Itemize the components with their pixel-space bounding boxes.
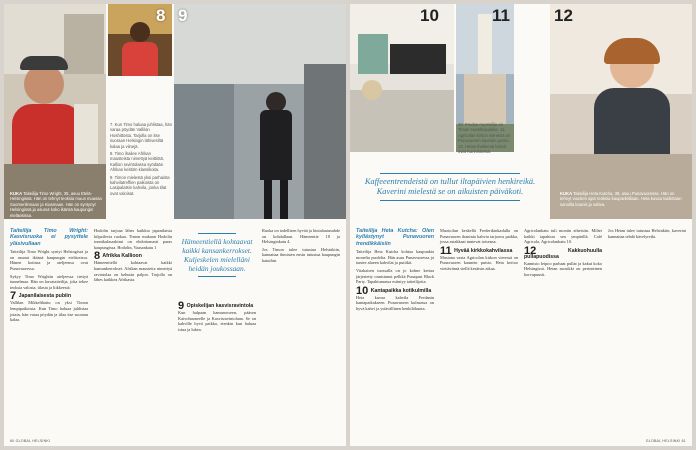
left-article-col2 xyxy=(94,228,172,285)
quote-rule-bottom xyxy=(198,276,236,277)
caption-kuka-detail: Hän on tehnyt teoksia muun muassa Suomenlinnaan ja Kiasmaan. Hän on syntynyt Helsingissä ja asunut koko ikänsä kaupungin eteläosissa. xyxy=(10,196,102,218)
caption-items-7-9 xyxy=(110,122,172,196)
left-article-col4-end: Jos Timon tulee tutustua Helsinkiin, kannattaa ihmisten ensin tutustua kaupungin katuihin. xyxy=(262,246,340,263)
right-page xyxy=(350,4,692,446)
subhead-7-text: Vallilan Mikkelihattu on yksi Timon lempipaikoista. Kun Timo haluaa juhlistaa jotain, hän varaa pöydän ja tilaa itse suoraan kalaa. xyxy=(10,300,88,323)
photo-number-10: 10 xyxy=(420,6,439,25)
restaurant-photo-8 xyxy=(108,4,172,76)
subhead-12-number: 12 xyxy=(524,244,537,257)
right-quote-rule-top xyxy=(380,173,520,174)
subhead-12-text: Kannisto leipoo parhaat pullat ja kakut koko Helsingissä. Hetan suosikki on perinteinen korvapuusti. xyxy=(524,260,602,277)
subhead-11 xyxy=(440,244,518,257)
photo-number-12: 12 xyxy=(554,6,573,25)
right-page-footer: GLOBAL HELSINKI 61 xyxy=(645,439,686,443)
subhead-9-text: Kun halpaan hamarooseen, pääsen Kaivohuoneelle ja Kasvisravintolaan. Se on kahville hyvä paikka, etenkin kun haluaa istua ja lukea. xyxy=(178,310,256,332)
caption-kuka-label: KUKA xyxy=(10,191,23,196)
right-article-col1 xyxy=(356,228,434,314)
subhead-8 xyxy=(94,250,172,263)
right-article-col3 xyxy=(524,228,602,280)
cafe-photo-10 xyxy=(350,4,454,152)
caption-item-8: 8. Timo ihailee Afrikan mausteista nimettyä keittiötä. Kallion ravintolassa syödään Afrikan keittiön klassikoita. xyxy=(110,151,164,173)
left-page xyxy=(4,4,346,446)
subhead-9 xyxy=(178,300,256,312)
subhead-9-title: Opiskelijan kasvisravintola xyxy=(186,303,254,309)
subhead-7-number: 7 xyxy=(10,290,17,303)
left-article-col4 xyxy=(262,228,340,266)
left-article-col1 xyxy=(10,228,88,325)
subhead-11-number: 11 xyxy=(440,244,452,257)
right-article-col2-text: Muotoilun keskellä Frederikinkadulla on Punavuoren ihaninta kahvia tarjoava paikka, jossa asiakkaat tuntevat toisensa. xyxy=(440,228,518,245)
subhead-7-title: Japanilaisesta pubiin xyxy=(18,293,72,300)
caption-kuka-timo xyxy=(10,191,102,218)
subhead-11-title: Hyvää kirkkokahvilassa xyxy=(454,247,513,254)
caption-kuka-heta-text: Taiteilija Heta Kutcha, 38, asuu Punavuoressa. xyxy=(573,191,660,196)
street-photo-9 xyxy=(174,4,346,219)
left-pull-quote-text: Hämeentiellä kohtaavat kaikki kansankerrokset. Kuljeskelen mielelläni heidän joukossaan. xyxy=(181,237,253,273)
subhead-11-text: Mustana vasta Agricolan kirkon vieressä on Punavuoren kaunein puisto. Heta kertoo viettävänsä siellä kesäisin aikaa. xyxy=(440,254,518,271)
caption-item-9: 9. Timon mielestä yksi parhaista kahvilatreffien paikoista on Lasipalatsin kahvila, jonka tilat ovat valoisat. xyxy=(110,174,170,196)
right-article-body1: Viiakaisen tuossalla on jo kolme kertaa järjestetty onnistunut pelkkä Punapuri Black Party. Tapahtumassa esiintyy taiteilijoita. xyxy=(356,268,434,285)
right-quote-rule-bottom xyxy=(380,200,520,201)
photo-number-8: 8 xyxy=(156,6,166,25)
left-pull-quote xyxy=(178,230,256,280)
portrait-photo-timo xyxy=(4,4,106,219)
right-article-heading: Taiteilija Heta Kutcha: Olen kyllästynyt Punavuoren trendikkäisiin xyxy=(356,228,434,247)
caption-kuka-heta-label: KUKA xyxy=(560,191,573,196)
caption-items-10-12: 10. Fredan muotoilija on Timon suosikkipaikka. 11. Agricolan kirkon vieressä on Punavuoren kaunein puisto. 12. Hetan ihailemat kahvit ovat Kannistossa. xyxy=(458,122,511,155)
subhead-10-text: Heta kuvaa kahvila Fredanin kantapaikakseen. Punavuoren kulmassa on hyvä kahvi ja ystävällinen henkilökunta. xyxy=(356,294,434,311)
subhead-10-number: 10 xyxy=(356,284,369,297)
right-article-col2 xyxy=(440,228,518,274)
right-article-col4 xyxy=(608,228,686,241)
photo-number-9: 9 xyxy=(178,6,188,25)
caption-kuka-text: Taiteilija Timo Wright, 35, asuu Etelä-Helsingissä. xyxy=(10,191,93,202)
quote-rule-top xyxy=(198,233,236,234)
right-article-intro: Taiteilija Heta Kutcha kohtaa kaupunkia monelta puolelta. Hän asuu Punavuoressa ja tuntee alueen kahvilat ja putiikit. xyxy=(356,249,434,266)
left-article-heading: Taiteilija Timo Wright: Kasvisruoka ei pysyttele yläsivullaan xyxy=(10,228,88,247)
photo-number-11: 11 xyxy=(492,6,510,25)
caption-item-7: 7. Kun Timo haluaa juhlistaa, hän varaa pöydän Vallilan Hoshittosta. Tarjolla on itse suoraan Helsingin lähivesiltä kalaa ja viinejä. xyxy=(110,122,172,149)
right-pull-quote-text: Kaffeeentrendeistä on tullut iltapäivien henkireikä. Kaverini mielestä se on aikuisten päiväkoti. xyxy=(364,177,536,196)
subhead-7 xyxy=(10,290,88,303)
left-article-intro: Taiteilija Timo Wright syntyi Helsingissä ja on asunut ikänsä kaupungin eteläosissa. Hänen kotinsa ja ateljeensa ovat Punavuoressa. xyxy=(10,249,88,271)
caption-kuka-heta-detail: Hän on tehnyt vuosien ajan teoksia kaupunkitilaan. Heta kuvaa taidettaan sanoilla kaunis ja vahva. xyxy=(560,191,682,207)
subhead-8-text: Hämeentiellä kohtaavat kaikki kansankerrokset. Afrikan mausteita nimettyä ravintolaa on kehuttu paljon. Tarjolla on lähes kaikkea Afrikasta. xyxy=(94,260,172,283)
left-page-footer: 60 GLOBAL HELSINKI xyxy=(10,439,51,443)
right-article-col3-text: Agricolankatu tuli moniin aiheisiin. Miltei kaikki tapahtuu sen ympärillä. Café Agricola, Agricolankatu 10. xyxy=(524,228,602,245)
left-article-col3 xyxy=(178,300,256,334)
portrait-photo-heta xyxy=(550,4,692,219)
subhead-8-title: Afrikka Kallioon xyxy=(102,253,142,260)
subhead-8-number: 8 xyxy=(94,250,101,263)
subhead-12 xyxy=(524,244,602,260)
left-article-body1: Sykyy Timo Wrightin ateljeessa tiettyä tunnelmaa. Hän on kuvataiteilija, joka tekee teoksia valosta, tilasta ja liikkeestä. xyxy=(10,273,88,290)
left-article-col2-text: Hodolin tarjoaa lähes kaikkia japanilaisia kilpailevia ruokaa. Timon mukaan Hodolin tonnikalasashimi on ehdottomasti paras kaupungissa. Hodolin, Vaasankatu 1 xyxy=(94,228,172,250)
caption-kuka-heta xyxy=(560,191,686,207)
subhead-9-number: 9 xyxy=(178,300,185,312)
right-article-col4-end: Jos Hetan tulee tutustua Helsinkiin, kaverini kannattaa tehdä kävelyretki. xyxy=(608,228,686,239)
right-pull-quote xyxy=(360,170,540,204)
subhead-12-title: Kakkuohuulla pullapuodissa xyxy=(524,247,602,260)
subhead-10-title: Kantapaikka kotikulmilla xyxy=(370,287,432,294)
subhead-10 xyxy=(356,284,434,297)
left-article-col4-text: Ruoka on todellisen hyvää ja hintalaatusuhde on kohdallaan. Hämeentie 18 ja Helsinginkatu 4. xyxy=(262,228,340,245)
